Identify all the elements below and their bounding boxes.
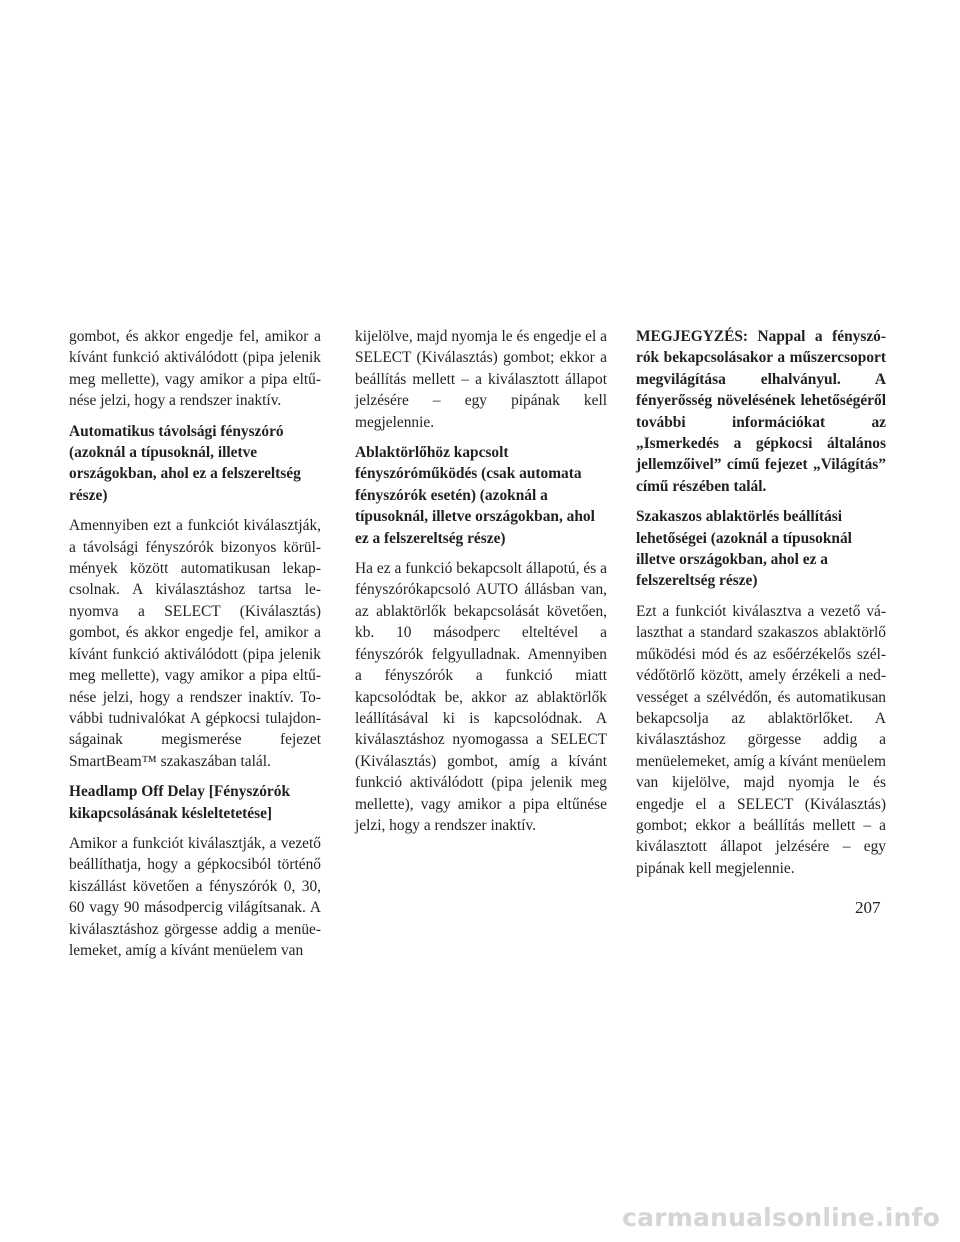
note-block: MEGJEGYZÉS: Nappal a fényszórók bekapcsolásakor a műszercsoport megvilágítása elhalványul. A fényerősség növelésének lehetőségéről további információkat az „Ismerkedés a gépkocsi általános jellemzőivel” című fejezet „Világítás” című részében talál. bbox=[636, 328, 886, 495]
paragraph-wiper-headlamps: Ha ez a funkció bekapcsolt állapotú, és a fényszórókapcsoló AUTO állásban van, az ablaktörlők bekapcsolását követően, kb. 10 másodperc elteltével a fényszórók felgyulladnak. Amennyiben a fényszórók a funkció miatt kapcsolódtak be, akkor az ablaktörlők leállításával ki is kapcsolódnak. A kiválasztáshoz nyomogassa a SELECT (Kiválasztás) gombot, amíg a kívánt funkció aktiválódott (pipa jelenik meg mellette), vagy amikor a pipa eltűnése jelzi, hogy a rendszer inaktív. bbox=[355, 560, 607, 834]
paragraph-continuation: kijelölve, majd nyomja le és engedje el a SELECT (Kiválasztás) gombot; ekkor a beállítás mellett – a kiválasztott állapot jelzésére – egy pipának kell megjelennie. bbox=[355, 328, 607, 431]
heading-auto-high-beam: Automatikus távolsági fényszóró (azoknál a típusoknál, illetve országokban, ahol ez a felszereltség része) bbox=[69, 422, 301, 504]
paragraph-continuation: gombot, és akkor engedje fel, amikor a kívánt funkció aktiválódott (pipa jelenik meg mellette), vagy amikor a pipa eltűnése jelzi, hogy a rendszer inaktív. bbox=[69, 328, 321, 410]
text-column-2 bbox=[355, 326, 607, 845]
heading-wiper-headlamps: Ablaktörlőhöz kapcsolt fényszóróműködés (csak automata fényszórók esetén) (azoknál a típusoknál, illetve országokban, ahol ez a felszereltség része) bbox=[355, 444, 595, 547]
page-number: 207 bbox=[855, 898, 881, 917]
text-column-1 bbox=[69, 326, 321, 970]
heading-intermittent-wiper: Szakaszos ablaktörlés beállítási lehetőségei (azoknál a típusoknál illetve országokban, ahol ez a felszereltség része) bbox=[636, 508, 852, 590]
paragraph-intermittent-wiper: Ezt a funkciót kiválasztva a vezető választhat a standard szakaszos ablaktörlő működési mód és az esőérzékelős szélvédőtörlő között, amely érzékeli a nedvességet a szélvédőn, és automatikusan bekapcsolja az ablaktörlőket. A kiválasztáshoz görgesse addig a menüelemeket, amíg a kívánt menüelem van kijelölve, majd nyomja le és engedje el a SELECT (Kiválasztás) gombot; ekkor a beállítás mellett – a kiválasztott állapot jelzésére – egy pipának kell megjelennie. bbox=[636, 602, 886, 877]
heading-headlamp-off-delay: Headlamp Off Delay [Fényszórók kikapcsolásának késleltetetése] bbox=[69, 783, 290, 822]
paragraph-headlamp-off-delay: Amikor a funkciót kiválasztják, a vezető beállíthatja, hogy a gépkocsiból történő kiszállást követően a fényszórók 0, 30, 60 vagy 90 másodpercig világítsanak. A kiválasztáshoz görgesse addig a menüelemeket, amíg a kívánt menüelem van bbox=[69, 834, 321, 959]
paragraph-auto-high-beam: Amennyiben ezt a funkciót kiválasztják, a távolsági fényszórók bizonyos körülmények között automatikusan lekapcsolnak. A kiválasztáshoz tartsa lenyomva a SELECT (Kiválasztás) gombot, és akkor engedje fel, amikor a kívánt funkció aktiválódott (pipa jelenik meg mellette), vagy amikor a pipa eltűnése jelzi, hogy a rendszer inaktív. További tudnivalókat A gépkocsi tulajdonságainak megismerése fejezet SmartBeam™ szakaszában talál. bbox=[69, 517, 321, 770]
watermark: carmanualsonline.info bbox=[622, 1203, 940, 1232]
text-column-3 bbox=[636, 326, 886, 888]
